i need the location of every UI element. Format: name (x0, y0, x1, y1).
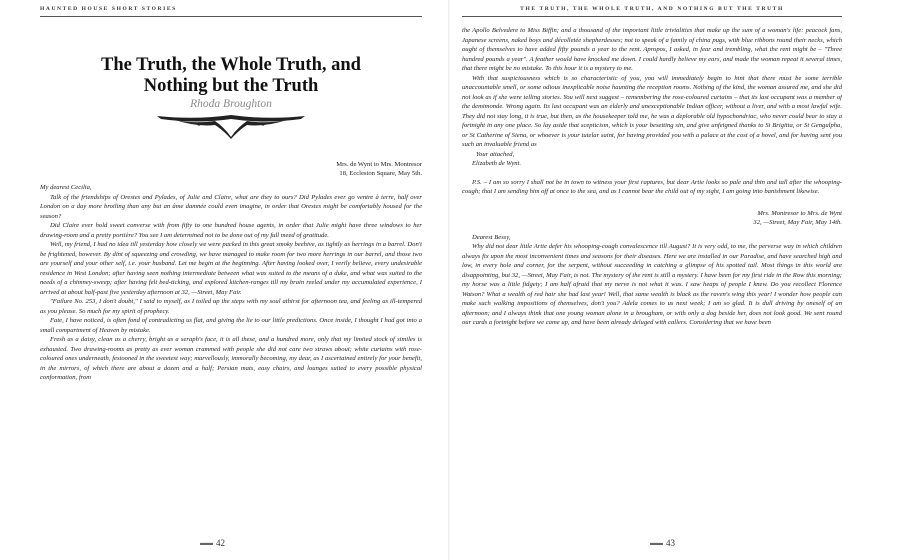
page-number-left (200, 538, 225, 548)
running-head-left: HAUNTED HOUSE SHORT STORIES (40, 6, 177, 12)
letter-address-2 (462, 209, 842, 227)
postscript: P.S. – I am so sorry I shall not be in town to witness your first raptures, but dear Artie looks so pale and thin and tall after the whooping-cough; that I am sending him off at once to the sea, and as I cannot bear the child out of my sight, I am going into banishment likewise. (462, 178, 842, 195)
header-rule-left (40, 16, 422, 17)
title-line-2: Nothing but the Truth (143, 76, 319, 96)
page-number-right (650, 538, 675, 548)
salutation: Dearest Bessy, (472, 233, 511, 241)
paragraph: the Apollo Belvedere to Miss Biffin; and a thousand of the important little trivialities that make up the sum of a woman's life: peacock fans, Japanese screens, naked boys and décolletée shepherdesses; not to speak of a family of china pugs, with blue ribbons round their necks, which ought of themselves to have added fifty pounds a year to the rent. Apropos, I asked, in fear and trembling, what the rent might be – "Three hundred pounds a year". A feather would have knocked me down. I could hardly believe my ears, and made the woman repeat it several times, that there might be no mistake. To this hour it is a mystery to me. (462, 27, 842, 72)
running-head-right: THE TRUTH, THE WHOLE TRUTH, AND NOTHING BUT THE TRUTH (520, 6, 784, 12)
right-page (450, 0, 900, 560)
letter-body-left (40, 183, 422, 543)
paragraph: Fresh as a daisy, clean as a cherry, bright as a seraph's face, it is all these, and a hundred more, only that my limited stock of similes is exhausted. Two drawing-rooms as pretty as ever woman crammed with people she did not care two straws about; white curtains with rose-coloured ones underneath, festooned in the sweetest way; marvellously, immorally becoming, my dear, as I ascertained entirely for your benefit, in the mirrors, of which there are about a dozen and a half; Persian mats, easy chairs, and lounges suited to every possible physical conformation, from (40, 336, 422, 381)
paragraph: Fate, I have noticed, is often fond of contradicting us flat, and giving the lie to our little predictions. Once inside, I thought I had got into a small compartment of Heaven by mistake. (40, 317, 422, 334)
paragraph: Well, my friend, I had no idea till yesterday how closely we were packed in this great smoky beehive, as tightly as herrings in a barrel. Don't be frightened, however. By dint of squeezing and crowding, we have managed to make room for two more herrings in our barrel, and those two are yourself and your other self, i.e. your husband. Let me begin at the beginning. After having looked over, I verily believe, every undesirable residence in West London; after having seen nothing intermediate between what was suited to the means of a duke, and what was suited to the needs of a chimney-sweep; after having felt bed-ticking, and explored kitchen-ranges till my brain reeled under my accumulated experience, I arrived at about half-past five yesterday afternoon at 32, —Street, May Fair. (40, 241, 422, 296)
title-line-1: The Truth, the Whole Truth, and (101, 55, 361, 75)
paragraph: Why did not dear little Artie defer his whooping-cough convalescence till August? It is very odd, to me, the perverse way in which children always fix upon the most inconvenient times and seasons for their diseases. Here we are installed in our Paradise, and have searched high and low, in every hole and corner, for the serpent, without succeeding in catching a glimpse of his spotted tail. Most things in this world are disappointing, but 32, —Street, May Fair, is not. The mystery of the rent is still a mystery. I have been for my first ride in the Row this morning; my horse was a little fidgety; I am half afraid that my nerve is not what it was. I saw heaps of people I knew. Do you recollect Florence Watson? What a wealth of red hair she had last year! Well, that same wealth is black as the raven's wing this year! I wonder how people can make such walking impositions of themselves, don't you? Adela comes to us next week; I am so glad. It is dull driving by oneself of an afternoon; and I always think that one young woman alone in a brougham, or with only a dog beside her, does not look good. We sent round our cards a fortnight before we came up, and have been already deluged with callers. Considering that we have been (462, 243, 842, 326)
paragraph: Talk of the friendships of Orestes and Pylades, of Julie and Claire, what are they to ours? Did Pylades ever go ventre à terre, half over London on a day more broiling than any but an âme damnée could even imagine, in order that Orestes might be comfortably housed for the season? (40, 193, 422, 220)
letter-body-right (462, 26, 842, 328)
header-rule-right (462, 16, 842, 17)
story-author: Rhoda Broughton (190, 98, 272, 110)
paragraph: Did Claire ever hold sweet converse with from fifty to one hundred house agents, in order that Julie might have three windows to her drawing-room and a pretty portière? You see I am determined not to be done out of my full meed of gratitude. (40, 222, 422, 239)
address-line-2: 18, Eccleston Square, May 5th. (339, 170, 422, 177)
paragraph: My dearest Cecilia, (40, 184, 92, 191)
page-number: 43 (666, 538, 675, 548)
ornament-icon (155, 112, 307, 140)
address-line-2: 32, —Street, May Fair, May 14th. (753, 218, 842, 226)
letter-signature: Elizabeth de Wynt. (472, 160, 522, 167)
paragraph: "Failure No. 253, I don't doubt," I said to myself, as I toiled up the steps with my soul athirst for afternoon tea, and feeling as ill-tempered as you please. So much for my spirit of prophecy. (40, 298, 422, 315)
address-line-1: Mrs. Montresor to Mrs. de Wynt (757, 209, 842, 217)
address-line-1: Mrs. de Wynt to Mrs. Montresor (336, 161, 422, 168)
letter-address (40, 160, 422, 178)
folio-ornament-icon: ▬▬ (200, 539, 212, 547)
story-title (40, 55, 422, 97)
letter-closing: Your attached, (476, 150, 515, 158)
folio-ornament-icon: ▬▬ (650, 539, 662, 547)
page-number: 42 (216, 538, 225, 548)
paragraph: With that suspiciousness which is so characteristic of you, you will immediately begin to hint that there must be some terrible unaccountable smell, or some odious inexplicable noise haunting the reception rooms. Nothing of the kind, the woman assured me, and she did not look as if she were telling stories. You will next suggest – remembering the rose-coloured curtains – that its last occupant was a member of the demimonde. Wrong again. Its last occupant was an elderly and unexceptionable Indian officer, without a liver, and with a most lawful wife. They did not stay long, it is true, but then, as the housekeeper told me, he was a deplorable old hypochondriac, who never could bear to stay a fortnight in any one place. So lay aside that scepticism, which is your besetting sin, and give unfeigned thanks to St Brigitta, or St Gengulpha, or St Catherine of Siena, or whoever is your tutelar saint, for having provided you with a palace at the cost of a hovel, and for having sent you such an invaluable friend as (462, 74, 842, 148)
